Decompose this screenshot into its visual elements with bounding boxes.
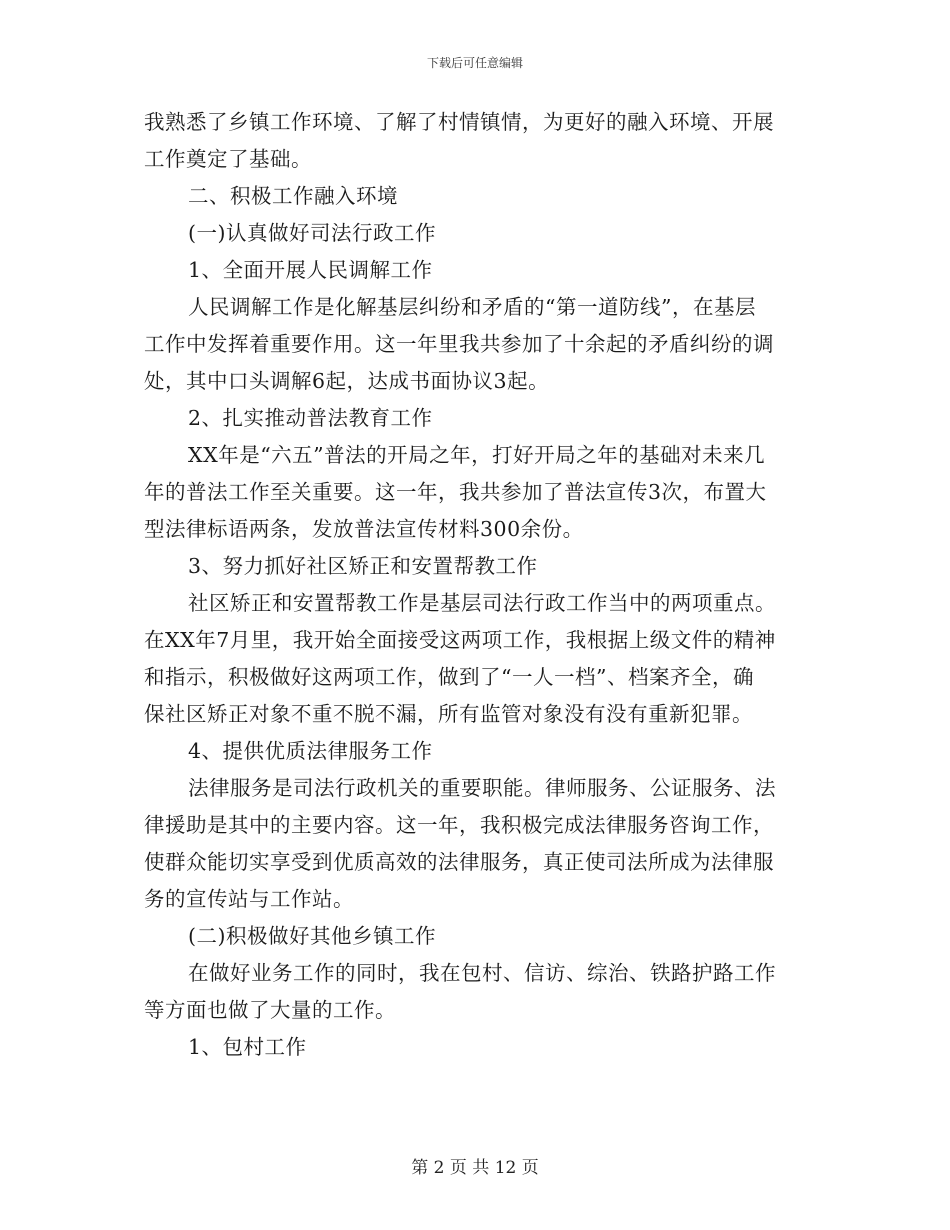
text-line: 3、努力抓好社区矫正和安置帮教工作 (188, 554, 538, 578)
text-line: 我熟悉了乡镇工作环境、了解了村情镇情，为更好的融入环境、开展 (144, 110, 774, 134)
text-line: 保社区矫正对象不重不脱不漏，所有监管对象没有没有重新犯罪。 (144, 702, 753, 726)
text-line: 型法律标语两条，发放普法宣传材料300余份。 (144, 517, 584, 541)
text-line: 等方面也做了大量的工作。 (144, 998, 396, 1022)
document-body (144, 104, 804, 1066)
text-line: 工作奠定了基础。 (144, 147, 312, 171)
text-line: 处，其中口头调解6起，达成书面协议3起。 (144, 369, 550, 393)
text-line: (二)积极做好其他乡镇工作 (188, 924, 436, 948)
text-line: (一)认真做好司法行政工作 (188, 221, 436, 245)
text-line: 使群众能切实享受到优质高效的法律服务，真正使司法所成为法律服 (144, 850, 774, 874)
text-line: 在做好业务工作的同时，我在包村、信访、综治、铁路护路工作 (188, 961, 776, 985)
text-line: 和指示，积极做好这两项工作，做到了“一人一档”、档案齐全，确 (144, 665, 754, 689)
page-footer: 第 2 页 共 12 页 (411, 1158, 539, 1178)
text-line: 年的普法工作至关重要。这一年，我共参加了普法宣传3次，布置大 (144, 480, 767, 504)
text-line: 务的宣传站与工作站。 (144, 887, 354, 911)
text-line: 人民调解工作是化解基层纠纷和矛盾的“第一道防线”，在基层 (188, 295, 756, 319)
text-line: XX年是“六五”普法的开局之年，打好开局之年的基础对未来几 (188, 443, 766, 467)
text-line: 4、提供优质法律服务工作 (188, 739, 433, 763)
text-line: 1、全面开展人民调解工作 (188, 258, 433, 282)
text-line: 社区矫正和安置帮教工作是基层司法行政工作当中的两项重点。 (188, 591, 776, 615)
text-line: 工作中发挥着重要作用。这一年里我共参加了十余起的矛盾纠纷的调 (144, 332, 774, 356)
text-line: 在XX年7月里，我开始全面接受这两项工作，我根据上级文件的精神 (144, 628, 776, 652)
text-line: 2、扎实推动普法教育工作 (188, 406, 433, 430)
text-line: 律援助是其中的主要内容。这一年，我积极完成法律服务咨询工作， (144, 813, 774, 837)
text-line: 法律服务是司法行政机关的重要职能。律师服务、公证服务、法 (188, 776, 776, 800)
text-line: 1、包村工作 (188, 1035, 307, 1059)
text-line: 二、积极工作融入环境 (188, 184, 398, 208)
page-header: 下载后可任意编辑 (426, 56, 523, 70)
